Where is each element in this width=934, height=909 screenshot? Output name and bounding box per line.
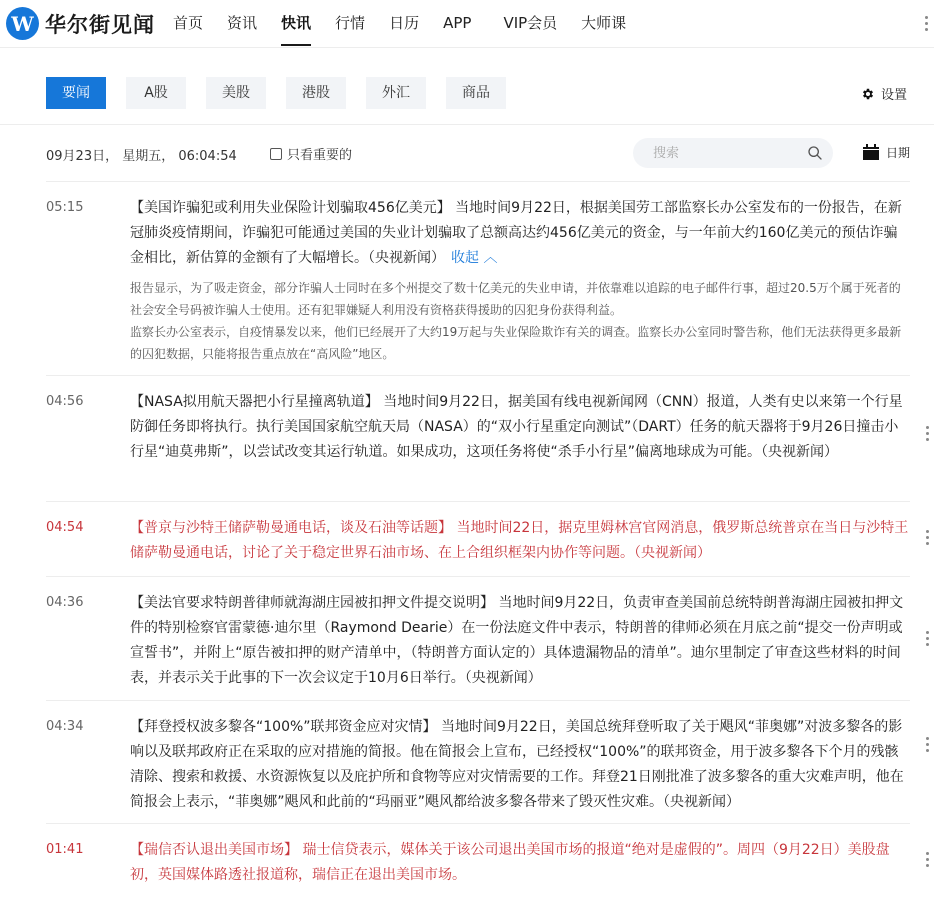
news-summary: 当地时间22日，据克里姆林宫官网消息，俄罗斯总统普京在当日与沙特王储萨勒曼通电话，讨论了关于稳定世界石油市场、在上合组织框架内协作等问题。（央视新闻） [130,520,909,561]
date-button-label: 日期 [886,146,911,160]
news-detail [130,277,910,365]
news-item [46,181,910,375]
search-box [633,138,833,168]
settings-button[interactable] [861,84,907,103]
filter-a-shares[interactable]: A股 [126,77,186,109]
calendar-icon [862,144,880,161]
news-content[interactable] [130,591,910,691]
news-headline: 【普京与沙特王储萨勒曼通电话，谈及石油等话题】 [130,520,452,536]
gear-icon [861,87,875,101]
more-options-icon[interactable] [926,426,929,444]
news-feed [46,181,910,899]
news-headline: 【美法官要求特朗普律师就海湖庄园被扣押文件提交说明】 [130,595,494,611]
site-logo[interactable] [6,7,155,40]
news-summary: 当地时间9月22日，根据美国劳工部监察长办公室发布的一份报告，在新冠肺炎疫情期间，诈骗犯可能通过美国的失业计划骗取了总额高达约456亿美元的资金，与一年前大约160亿美元的预估诈骗金相比，新估算的金额有了大幅增长。（央视新闻） [130,200,902,266]
nav-item-app[interactable]: APP [443,14,472,32]
news-time: 04:34 [46,719,84,734]
logo-mark-icon: W [6,7,39,40]
current-datetime: 09月23日， 星期五， 06:04:54 [46,149,237,164]
news-summary: 瑞士信贷表示，媒体关于该公司退出美国市场的报道“绝对是虚假的”。周四（9月22日）美股盘初，英国媒体路透社报道称，瑞信正在退出美国市场。 [130,842,890,883]
only-important-label: 只看重要的 [287,148,353,163]
news-item [46,375,910,501]
more-options-icon[interactable] [926,852,929,870]
nav-item-market[interactable]: 行情 [335,14,366,32]
more-menu-icon[interactable] [925,16,928,34]
filter-important[interactable]: 要闻 [46,77,106,109]
top-navbar [0,0,934,48]
news-time: 01:41 [46,842,84,857]
news-content[interactable] [130,516,910,566]
nav-item-flash[interactable]: 快讯 [281,0,311,48]
nav-item-calendar[interactable]: 日历 [389,14,420,32]
search-icon[interactable] [807,145,823,161]
main-nav [173,0,626,48]
more-options-icon[interactable] [926,737,929,755]
nav-item-home[interactable]: 首页 [173,14,204,32]
settings-label: 设置 [881,88,908,103]
news-item [46,501,910,576]
news-content[interactable] [130,196,910,271]
news-item [46,576,910,700]
news-summary: 当地时间9月22日，负责审查美国前总统特朗普海湖庄园被扣押文件的特别检察官雷蒙德·迪尔里（Raymond Dearie）在一份法庭文件中表示，特朗普的律师必须在月底之前“提交一份声明或宣誓书”，并附上“原告被扣押的财产清单中，（特朗普方面认定的）具体遗漏物品的清单”。迪尔里制定了审查这些材料的时间表，并表示关于此事的下一次会议定于10月6日举行。（央视新闻） [130,595,904,686]
news-item [46,700,910,823]
news-headline: 【美国诈骗犯或利用失业保险计划骗取456亿美元】 [130,200,451,216]
detail-paragraph: 监察长办公室表示，自疫情暴发以来，他们已经展开了大约19万起与失业保险欺诈有关的调查。监察长办公室同时警告称，他们无法获得更多最新的囚犯数据，只能将报告重点放在“高风险”地区。 [130,325,902,361]
more-options-icon[interactable] [926,530,929,548]
filter-forex[interactable]: 外汇 [366,77,426,109]
collapse-button[interactable] [451,250,497,266]
news-content[interactable] [130,838,910,888]
divider [0,124,934,125]
filter-commodities[interactable]: 商品 [446,77,506,109]
news-item [46,823,910,899]
more-options-icon[interactable] [926,631,929,649]
news-time: 05:15 [46,200,84,215]
date-picker-button[interactable] [862,144,910,161]
news-headline: 【NASA拟用航天器把小行星撞离轨道】 [130,394,379,410]
news-headline: 【瑞信否认退出美国市场】 [130,842,298,858]
chevron-up-icon: ︿ [483,250,498,266]
collapse-label: 收起 [451,250,479,266]
news-time: 04:54 [46,520,84,535]
news-content[interactable] [130,390,910,465]
news-summary: 当地时间9月22日，据美国有线电视新闻网（CNN）报道，人类有史以来第一个行星防御任务即将执行。执行美国国家航空航天局（NASA）的“双小行星重定向测试”（DART）任务的航天器将于9月26日撞击小行星“迪莫弗斯”，以尝试改变其运行轨道。如果成功，这项任务将使“杀手小行星”偏离地球成为可能。（央视新闻） [130,394,903,460]
only-important-toggle[interactable] [270,144,352,163]
news-headline: 【拜登授权波多黎各“100%”联邦资金应对灾情】 [130,719,437,735]
news-time: 04:56 [46,394,84,409]
news-time: 04:36 [46,595,84,610]
only-important-checkbox[interactable] [270,148,282,160]
nav-item-vip[interactable]: VIP会员 [503,14,558,32]
filter-us-stocks[interactable]: 美股 [206,77,266,109]
filter-hk-stocks[interactable]: 港股 [286,77,346,109]
detail-paragraph: 报告显示，为了吸走资金，部分诈骗人士同时在多个州提交了数十亿美元的失业申请，并依靠难以追踪的电子邮件行事，超过20.5万个属于死者的社会安全号码被诈骗人士使用。还有犯罪嫌疑人利用没有资格获得援助的囚犯身份获得利益。 [130,281,901,317]
search-input[interactable] [653,138,803,168]
category-filters [46,77,526,109]
news-content[interactable] [130,715,910,815]
news-summary: 当地时间9月22日，美国总统拜登听取了关于飓风“菲奥娜”对波多黎各的影响以及联邦政府正在采取的应对措施的简报。他在简报会上宣布，已经授权“100%”的联邦资金，用于波多黎各下个月的残骸清除、搜索和救援、水资源恢复以及庇护所和食物等应对灾情需要的工作。拜登21日刚批准了波多黎各的重大灾难声明，他在简报会上表示，“菲奥娜”飓风和此前的“玛丽亚”飓风都给波多黎各带来了毁灭性灾难。（央视新闻） [130,719,904,810]
nav-item-masterclass[interactable]: 大师课 [581,14,627,32]
nav-item-news[interactable]: 资讯 [227,14,258,32]
logo-text: 华尔街见闻 [45,12,155,37]
